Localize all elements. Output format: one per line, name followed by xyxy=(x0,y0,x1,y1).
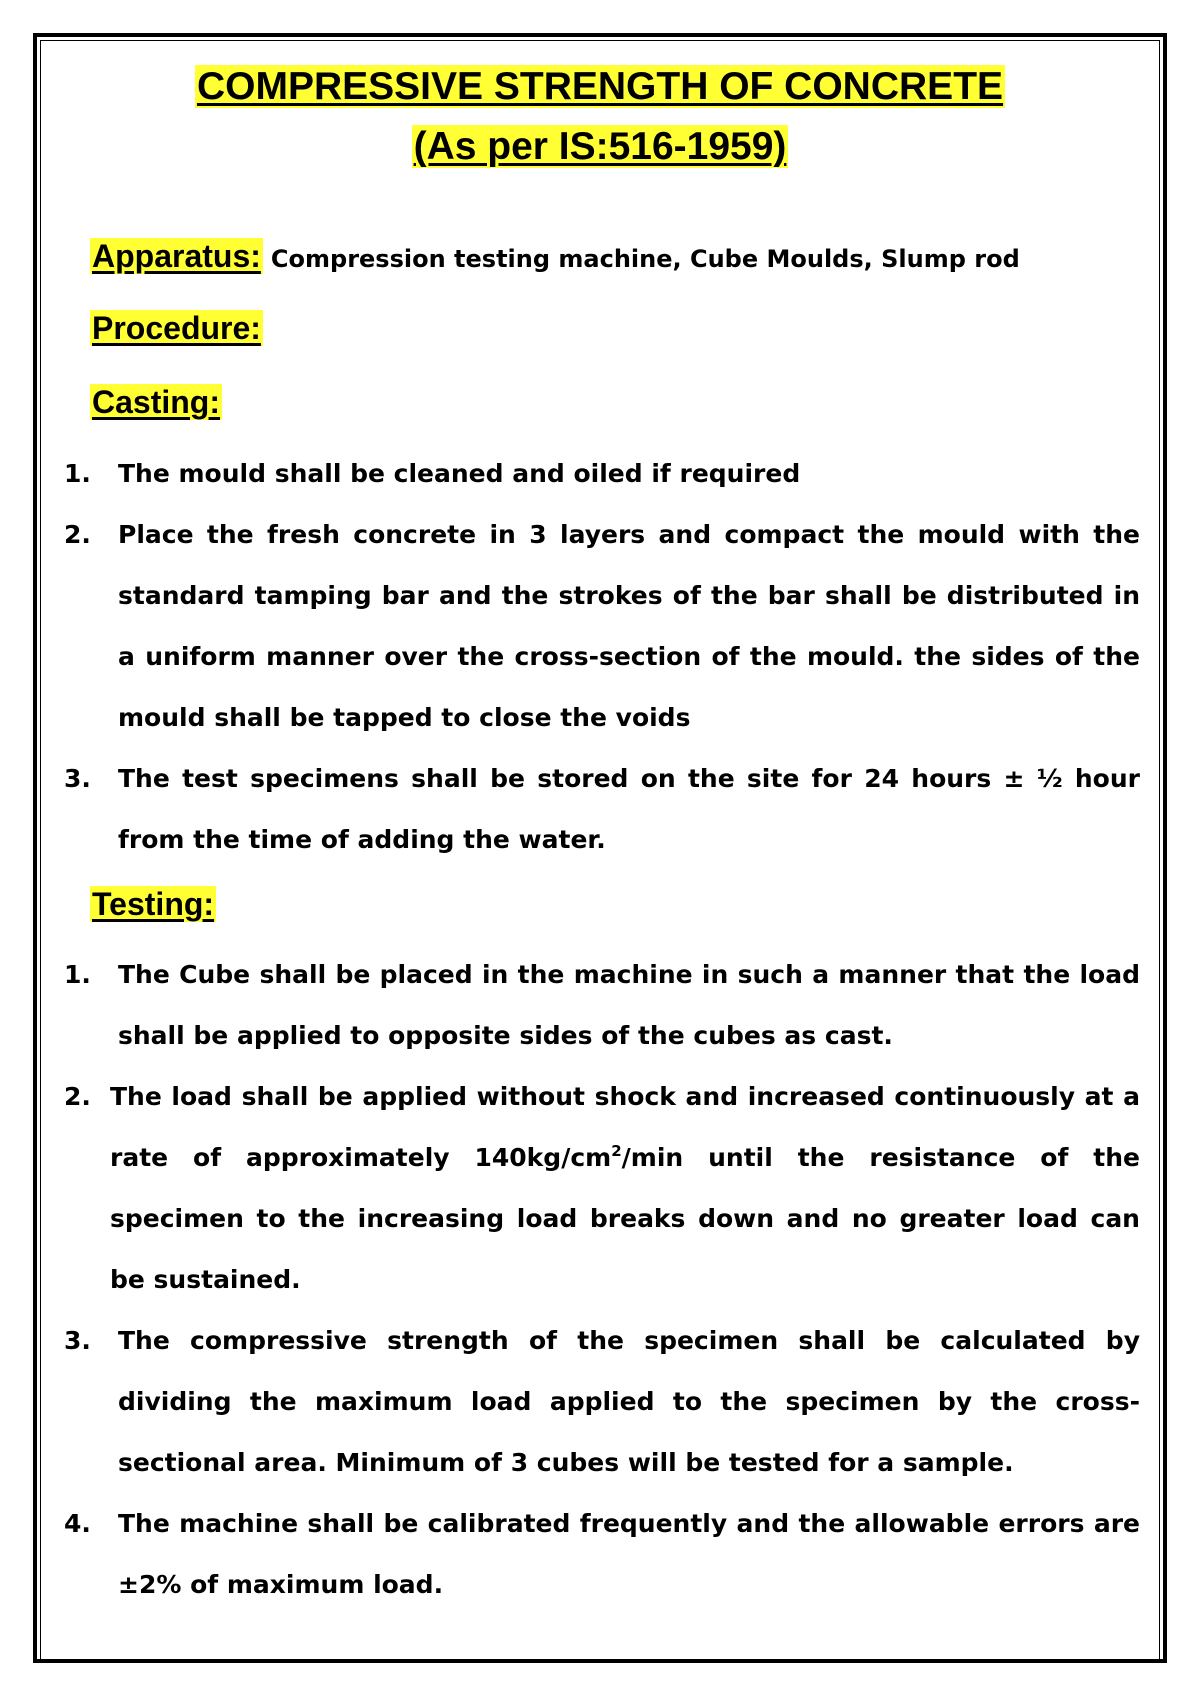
apparatus-section xyxy=(90,234,1020,281)
procedure-heading: Procedure: xyxy=(92,310,261,346)
item-number: 1. xyxy=(64,459,91,488)
item-number: 1. xyxy=(64,960,91,989)
item-text: The mould shall be cleaned and oiled if required xyxy=(118,459,801,488)
apparatus-text: Compression testing machine, Cube Moulds, Slump rod xyxy=(270,245,1020,273)
title-line-2: (As per IS:516-1959) xyxy=(413,125,787,168)
item-number: 2. xyxy=(64,1082,91,1111)
apparatus-heading: Apparatus: xyxy=(92,238,261,274)
item-number: 2. xyxy=(64,520,91,549)
document-subtitle xyxy=(0,122,1200,172)
item-number: 3. xyxy=(64,1326,91,1355)
document-title xyxy=(0,62,1200,112)
item-text-after: /min until the resistance of the specimen to the increasing load breaks down and no greater load can be sustained. xyxy=(110,1143,1140,1294)
list-item xyxy=(64,1493,1140,1615)
superscript: 2 xyxy=(611,1142,622,1160)
item-text-before: The load shall be applied without shock and increased continuously at a rate of approximately 140kg/cm xyxy=(110,1082,1140,1172)
list-item xyxy=(64,504,1140,748)
item-number: 3. xyxy=(64,764,91,793)
list-item xyxy=(64,748,1140,870)
testing-heading: Testing: xyxy=(92,886,215,922)
list-item xyxy=(64,1066,1140,1310)
testing-list xyxy=(64,944,1140,1615)
testing-section xyxy=(90,882,216,926)
casting-section xyxy=(90,380,222,424)
list-item xyxy=(64,944,1140,1066)
title-line-1: COMPRESSIVE STRENGTH OF CONCRETE xyxy=(196,65,1004,108)
procedure-section xyxy=(90,306,263,350)
item-text: The compressive strength of the specimen shall be calculated by dividing the maximum load applied to the specimen by the cross-sectional area. Minimum of 3 cubes will be tested for a sample. xyxy=(118,1326,1140,1477)
item-text: The test specimens shall be stored on the site for 24 hours ± ½ hour from the time of adding the water. xyxy=(118,764,1140,854)
casting-list xyxy=(64,443,1140,870)
list-item xyxy=(64,1310,1140,1493)
item-number: 4. xyxy=(64,1509,91,1538)
item-text: The Cube shall be placed in the machine in such a manner that the load shall be applied to opposite sides of the cubes as cast. xyxy=(118,960,1140,1050)
item-text: The machine shall be calibrated frequently and the allowable errors are ±2% of maximum load. xyxy=(118,1509,1140,1599)
list-item xyxy=(64,443,1140,504)
item-text: Place the fresh concrete in 3 layers and compact the mould with the standard tamping bar and the strokes of the bar shall be distributed in a uniform manner over the cross-section of the mould. the sides of the mould shall be tapped to close the voids xyxy=(118,520,1140,732)
casting-heading: Casting: xyxy=(92,384,220,420)
